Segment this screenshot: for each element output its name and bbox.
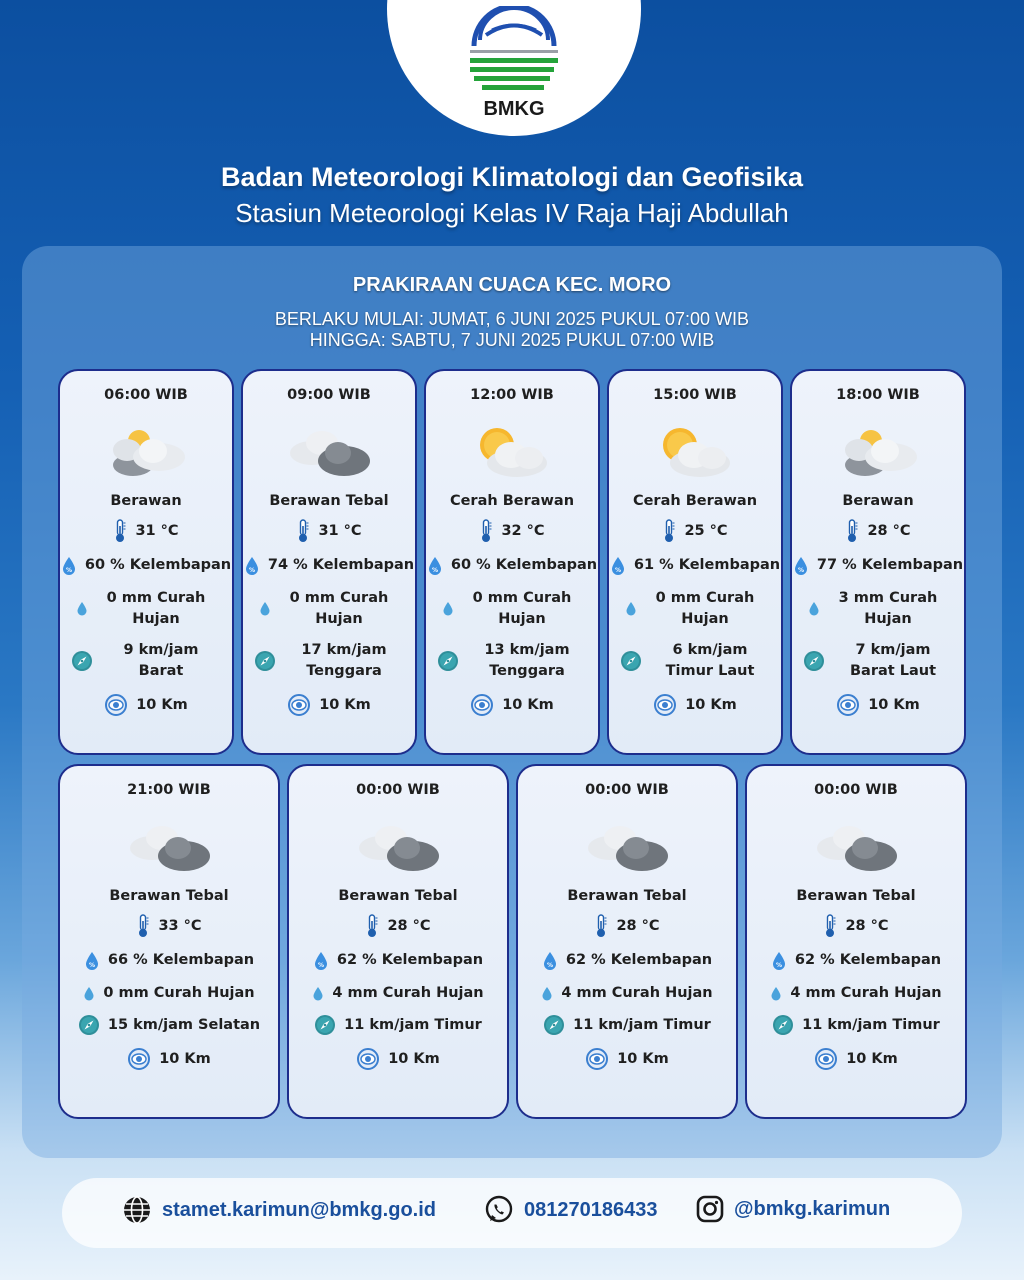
card-visibility: 10 Km <box>136 696 188 713</box>
humidity-icon <box>244 556 260 576</box>
visibility-icon <box>836 694 860 716</box>
card-visibility: 10 Km <box>159 1050 211 1067</box>
forecast-card <box>58 764 280 1119</box>
card-wind: 9 km/jam Barat <box>123 642 199 679</box>
forecast-card <box>516 764 738 1119</box>
visibility-icon <box>356 1048 380 1070</box>
thermometer-icon <box>845 519 859 543</box>
svg-text:%: % <box>65 566 72 574</box>
card-temperature: 33 °C <box>158 917 202 934</box>
humidity-icon <box>313 951 329 971</box>
card-time: 12:00 WIB <box>470 387 554 403</box>
visibility-icon <box>653 694 677 716</box>
card-time: 09:00 WIB <box>287 387 371 403</box>
forecast-card <box>745 764 967 1119</box>
forecast-title: PRAKIRAAN CUACA KEC. MORO <box>352 274 672 296</box>
email-text: stamet.karimun@bmkg.go.id <box>162 1198 436 1221</box>
phone-text: 081270186433 <box>524 1198 658 1221</box>
humidity-icon <box>84 951 100 971</box>
card-humidity: 61 % Kelembapan <box>633 557 781 573</box>
card-wind: 15 km/jam Selatan <box>107 1016 261 1033</box>
footer-phone[interactable] <box>484 1195 657 1225</box>
thermometer-icon <box>479 519 493 543</box>
card-time: 00:00 WIB <box>585 782 669 798</box>
card-time: 15:00 WIB <box>653 387 737 403</box>
forecast-card <box>424 369 600 755</box>
valid-from: BERLAKU MULAI: JUMAT, 6 JUNI 2025 PUKUL 07:00 WIB <box>274 309 750 329</box>
card-rainfall: 4 mm Curah Hujan <box>332 985 484 1001</box>
humidity-icon <box>427 556 443 576</box>
visibility-icon <box>814 1048 838 1070</box>
card-temperature: 28 °C <box>845 917 889 934</box>
globe-icon <box>122 1195 152 1225</box>
card-rainfall: 3 mm Curah Hujan <box>838 590 938 627</box>
humidity-icon <box>61 556 77 576</box>
visibility-icon <box>104 694 128 716</box>
card-time: 18:00 WIB <box>836 387 920 403</box>
sunny-cloudy-icon <box>652 425 738 481</box>
card-rainfall: 0 mm Curah Hujan <box>655 590 755 627</box>
card-wind: 11 km/jam Timur <box>802 1016 940 1033</box>
compass-icon <box>254 650 276 672</box>
card-time: 00:00 WIB <box>356 782 440 798</box>
compass-icon <box>620 650 642 672</box>
card-rainfall: 4 mm Curah Hujan <box>561 985 713 1001</box>
card-condition: Berawan Tebal <box>567 888 687 904</box>
card-condition: Berawan <box>842 493 914 509</box>
card-humidity: 60 % Kelembapan <box>450 557 598 573</box>
card-condition: Cerah Berawan <box>632 493 758 509</box>
compass-icon <box>803 650 825 672</box>
card-temperature: 32 °C <box>501 522 545 539</box>
visibility-icon <box>287 694 311 716</box>
card-wind: 7 km/jam Barat Laut <box>849 642 937 679</box>
card-time: 06:00 WIB <box>104 387 188 403</box>
card-wind: 17 km/jam Tenggara <box>301 642 387 679</box>
rain-drop-icon <box>76 601 88 617</box>
compass-icon <box>772 1014 794 1036</box>
visibility-icon <box>127 1048 151 1070</box>
card-condition: Berawan <box>110 493 182 509</box>
card-rainfall: 0 mm Curah Hujan <box>289 590 389 627</box>
card-temperature: 28 °C <box>616 917 660 934</box>
thermometer-icon <box>296 519 310 543</box>
thermometer-icon <box>662 519 676 543</box>
overcast-icon <box>584 820 670 876</box>
card-rainfall: 0 mm Curah Hujan <box>106 590 206 627</box>
humidity-icon <box>771 951 787 971</box>
rain-drop-icon <box>442 601 454 617</box>
forecast-card <box>287 764 509 1119</box>
thermometer-icon <box>594 914 608 938</box>
svg-text:%: % <box>614 566 621 574</box>
card-condition: Berawan Tebal <box>109 888 229 904</box>
visibility-icon <box>585 1048 609 1070</box>
forecast-card <box>241 369 417 755</box>
card-humidity: 62 % Kelembapan <box>565 952 713 968</box>
compass-icon <box>543 1014 565 1036</box>
instagram-icon <box>696 1195 724 1223</box>
overcast-icon <box>286 425 372 481</box>
svg-text:%: % <box>88 961 95 969</box>
compass-icon <box>71 650 93 672</box>
card-humidity: 62 % Kelembapan <box>794 952 942 968</box>
logo-text: BMKG <box>483 98 545 120</box>
card-wind: 11 km/jam Timur <box>344 1016 482 1033</box>
card-time: 21:00 WIB <box>127 782 211 798</box>
compass-icon <box>437 650 459 672</box>
overcast-icon <box>355 820 441 876</box>
whatsapp-icon <box>484 1195 514 1225</box>
svg-text:%: % <box>431 566 438 574</box>
card-visibility: 10 Km <box>685 696 737 713</box>
card-condition: Berawan Tebal <box>338 888 458 904</box>
card-temperature: 25 °C <box>684 522 728 539</box>
card-visibility: 10 Km <box>319 696 371 713</box>
card-wind: 11 km/jam Timur <box>573 1016 711 1033</box>
humidity-icon <box>542 951 558 971</box>
card-temperature: 28 °C <box>867 522 911 539</box>
partly-cloudy-icon <box>103 425 189 481</box>
card-temperature: 28 °C <box>387 917 431 934</box>
humidity-icon <box>793 556 809 576</box>
card-rainfall: 0 mm Curah Hujan <box>103 985 255 1001</box>
forecast-card <box>58 369 234 755</box>
thermometer-icon <box>365 914 379 938</box>
card-rainfall: 4 mm Curah Hujan <box>790 985 942 1001</box>
card-condition: Berawan Tebal <box>269 493 389 509</box>
svg-text:%: % <box>317 961 324 969</box>
card-rainfall: 0 mm Curah Hujan <box>472 590 572 627</box>
org-title: Badan Meteorologi Klimatologi dan Geofisika <box>220 162 804 192</box>
sunny-cloudy-icon <box>469 425 555 481</box>
card-humidity: 77 % Kelembapan <box>816 557 964 573</box>
thermometer-icon <box>113 519 127 543</box>
card-wind: 6 km/jam Timur Laut <box>665 642 755 679</box>
thermometer-icon <box>823 914 837 938</box>
svg-text:%: % <box>546 961 553 969</box>
org-subtitle: Stasiun Meteorologi Kelas IV Raja Haji Abdullah <box>235 198 789 228</box>
rain-drop-icon <box>625 601 637 617</box>
card-humidity: 60 % Kelembapan <box>84 557 232 573</box>
visibility-icon <box>470 694 494 716</box>
rain-drop-icon <box>770 986 782 1002</box>
card-humidity: 62 % Kelembapan <box>336 952 484 968</box>
card-humidity: 66 % Kelembapan <box>107 952 255 968</box>
rain-drop-icon <box>83 986 95 1002</box>
card-condition: Berawan Tebal <box>796 888 916 904</box>
partly-cloudy-icon <box>835 425 921 481</box>
footer-instagram[interactable] <box>696 1195 890 1223</box>
rain-drop-icon <box>808 601 820 617</box>
card-visibility: 10 Km <box>617 1050 669 1067</box>
card-temperature: 31 °C <box>318 522 362 539</box>
forecast-card <box>790 369 966 755</box>
rain-drop-icon <box>541 986 553 1002</box>
card-visibility: 10 Km <box>388 1050 440 1067</box>
overcast-icon <box>813 820 899 876</box>
valid-to: HINGGA: SABTU, 7 JUNI 2025 PUKUL 07:00 WIB <box>309 330 715 350</box>
svg-text:%: % <box>775 961 782 969</box>
card-temperature: 31 °C <box>135 522 179 539</box>
card-wind: 13 km/jam Tenggara <box>484 642 570 679</box>
card-condition: Cerah Berawan <box>449 493 575 509</box>
svg-text:%: % <box>248 566 255 574</box>
card-visibility: 10 Km <box>868 696 920 713</box>
humidity-icon <box>610 556 626 576</box>
card-visibility: 10 Km <box>846 1050 898 1067</box>
card-humidity: 74 % Kelembapan <box>267 557 415 573</box>
compass-icon <box>314 1014 336 1036</box>
card-time: 00:00 WIB <box>814 782 898 798</box>
forecast-card <box>607 369 783 755</box>
rain-drop-icon <box>312 986 324 1002</box>
compass-icon <box>78 1014 100 1036</box>
card-visibility: 10 Km <box>502 696 554 713</box>
thermometer-icon <box>136 914 150 938</box>
footer-email[interactable] <box>122 1195 436 1225</box>
instagram-text: @bmkg.karimun <box>734 1197 891 1220</box>
svg-text:%: % <box>797 566 804 574</box>
rain-drop-icon <box>259 601 271 617</box>
overcast-icon <box>126 820 212 876</box>
